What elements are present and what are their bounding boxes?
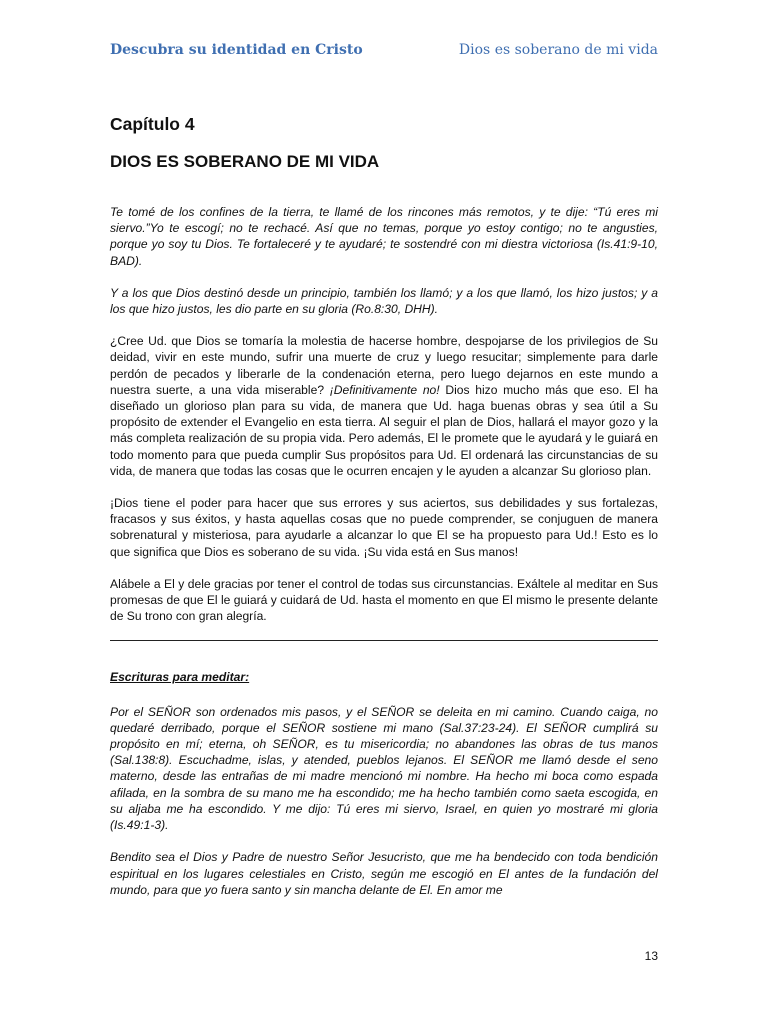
running-header [110, 42, 658, 58]
scripture-paragraph-2: Bendito sea el Dios y Padre de nuestro Señor Jesucristo, que me ha bendecido con toda bendición espiritual en los lugares celestiales en Cristo, según me escogió en El antes de la fundación del mundo, para que yo fuera santo y sin mancha delante de El. En amor me [110, 850, 658, 897]
header-chapter-title: Dios es soberano de mi vida [458, 42, 658, 58]
chapter-label: Capítulo 4 [110, 114, 195, 134]
body-paragraph-1-end: Dios hizo mucho más que eso. El ha diseñado un glorioso plan para su vida, de manera que Ud. haga buenas obras y sea útil a Su propósito de extender el Evangelio en esta tierra. Al seguir el plan de Dios, hallará el mayor gozo y la más completa realización de su propia vida. Pero además, El le promete que le ayudará y le guiará en todo momento para que pueda cumplir Sus propósitos para Ud. El ordenará las circunstancias de su vida, de manera que todas las cosas que le ocurren encajen y le ayuden a alcanzar Su glorioso plan. [110, 382, 658, 478]
page-number: 13 [644, 949, 658, 963]
intro-verse-1: Te tomé de los confines de la tierra, te llamé de los rincones más remotos, y te dije: “Tú eres mi siervo.”Yo te escogí; no te rechacé. Así que no temas, porque yo estoy contigo; no te angusties, porque yo soy tu Dios. Te fortaleceré y te ayudaré; te sostendré con mi diestra victoriosa (Is.41:9-10, BAD). [110, 205, 658, 268]
body-paragraph-2: ¡Dios tiene el poder para hacer que sus errores y sus aciertos, sus debilidades y sus fortalezas, fracasos y sus éxitos, y hasta aquellas cosas que no puede comprender, se conjuguen de manera sobrenatural y misteriosa, para ayudarle a alcanzar lo que El se ha propuesto para Ud.! Esto es lo que significa que Dios es soberano de su vida. ¡Su vida está en Sus manos! [110, 496, 658, 559]
body-paragraph-1-emphasis: ¡Definitivamente no! [329, 382, 440, 397]
scripture-paragraph-1: Por el SEÑOR son ordenados mis pasos, y el SEÑOR se deleita en mi camino. Cuando caiga, no quedaré derribado, porque el SEÑOR sostiene mi mano (Sal.37:23-24). El SEÑOR cumplirá su propósito en mí; eterna, oh SEÑOR, es tu misericordia; no abandones las obras de tus manos (Sal.138:8). Escuchadme, islas, y atended, pueblos lejanos. El SEÑOR me llamó desde el seno materno, desde las entrañas de mi madre mencionó mi nombre. Ha hecho mi boca como espada afilada, en la sombra de su mano me ha escondido; me ha hecho también como saeta escogida, en su aljaba me ha escondido. Y me dijo: Tú eres mi siervo, Israel, en quien yo mostraré mi gloria (Is.49:1-3). [110, 704, 658, 833]
page-content [110, 112, 658, 914]
chapter-title: DIOS ES SOBERANO DE MI VIDA [110, 152, 380, 171]
body-paragraph-1 [110, 333, 658, 479]
intro-verse-2: Y a los que Dios destinó desde un principio, también los llamó; y a los que llamó, los hizo justos; y a los que hizo justos, les dio parte en su gloria (Ro.8:30, DHH). [110, 285, 658, 317]
scriptures-heading: Escrituras para meditar: [110, 670, 250, 685]
header-book-title: Descubra su identidad en Cristo [110, 42, 363, 58]
body-paragraph-3: Alábele a El y dele gracias por tener el control de todas sus circunstancias. Exáltele al meditar en Sus promesas de que El le guiará y cuidará de Ud. hasta el momento en que El mismo le presente delante de Su trono con gran alegría. [110, 576, 658, 624]
body-paragraph-1-start: ¿Cree Ud. que Dios se tomaría la molestia de hacerse hombre, despojarse de los privilegios de Su deidad, vivir en este mundo, sufrir una muerte de cruz y luego resucitar; simplemente para darle perdón de pecados y liberarle de la condenación eterna, pero luego dejarnos en este mundo a nuestra suerte, a una vida miserable? [110, 334, 658, 397]
section-divider [110, 640, 658, 641]
